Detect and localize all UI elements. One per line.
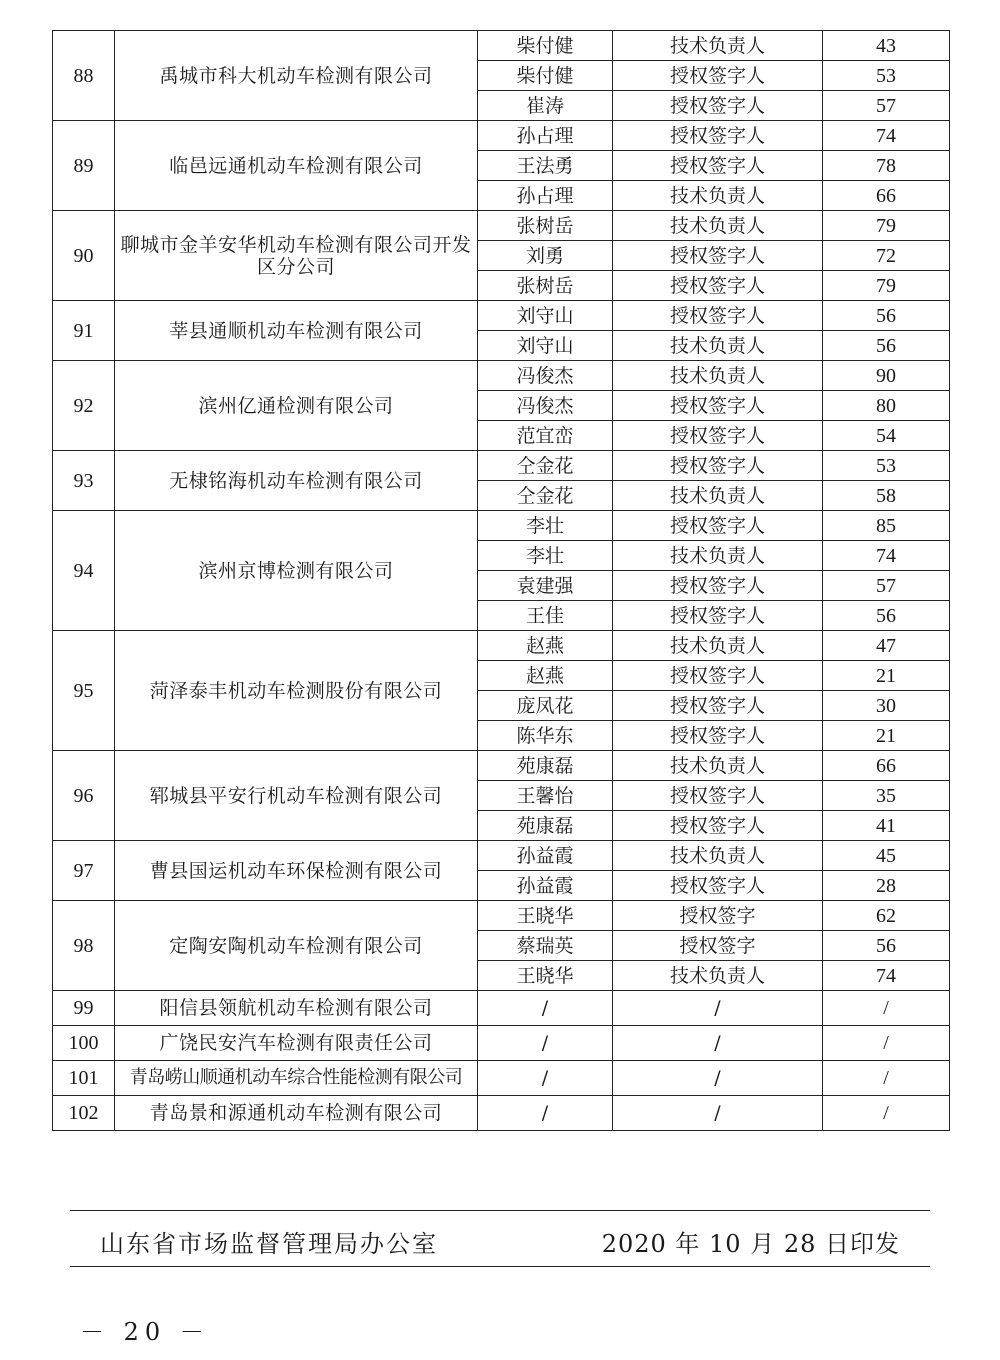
person-score: 56: [823, 301, 950, 331]
record-number: 89: [53, 121, 115, 211]
person-role: 授权签字人: [613, 601, 823, 631]
person-name: 陈华东: [478, 721, 613, 751]
record-number: 100: [53, 1026, 115, 1061]
person-name: 王佳: [478, 601, 613, 631]
person-score: 47: [823, 631, 950, 661]
record-number: 94: [53, 511, 115, 631]
company-name: 青岛景和源通机动车检测有限公司: [115, 1096, 478, 1131]
person-score: 21: [823, 661, 950, 691]
person-name: 苑康磊: [478, 811, 613, 841]
table-row: [53, 211, 950, 241]
person-name: 王晓华: [478, 961, 613, 991]
person-score: 28: [823, 871, 950, 901]
table-row: [53, 361, 950, 391]
record-number: 95: [53, 631, 115, 751]
person-score: 80: [823, 391, 950, 421]
person-name: 冯俊杰: [478, 361, 613, 391]
person-score: 62: [823, 901, 950, 931]
person-score: 58: [823, 481, 950, 511]
person-role: 技术负责人: [613, 751, 823, 781]
person-score: 66: [823, 181, 950, 211]
company-name: 禹城市科大机动车检测有限公司: [115, 31, 478, 121]
person-name: 王晓华: [478, 901, 613, 931]
person-score: 90: [823, 361, 950, 391]
person-role: /: [613, 1026, 823, 1061]
person-score: 78: [823, 151, 950, 181]
person-score: /: [823, 991, 950, 1026]
person-score: 74: [823, 961, 950, 991]
table-row: [53, 751, 950, 781]
record-number: 97: [53, 841, 115, 901]
person-name: 苑康磊: [478, 751, 613, 781]
person-name: /: [478, 1061, 613, 1096]
table-row: [53, 991, 950, 1026]
person-role: 授权签字人: [613, 571, 823, 601]
record-number: 90: [53, 211, 115, 301]
person-role: 授权签字人: [613, 421, 823, 451]
record-number: 98: [53, 901, 115, 991]
person-role: 授权签字人: [613, 781, 823, 811]
person-name: 王馨怡: [478, 781, 613, 811]
table-row: [53, 1026, 950, 1061]
person-role: 授权签字: [613, 931, 823, 961]
person-role: 授权签字人: [613, 61, 823, 91]
record-number: 93: [53, 451, 115, 511]
person-name: 张树岳: [478, 211, 613, 241]
person-role: 授权签字人: [613, 871, 823, 901]
person-name: 柴付健: [478, 31, 613, 61]
page-number: － 20 －: [80, 1318, 210, 1346]
person-name: 刘勇: [478, 241, 613, 271]
person-name: 孙益霞: [478, 871, 613, 901]
person-name: /: [478, 1096, 613, 1131]
person-role: 技术负责人: [613, 361, 823, 391]
person-name: /: [478, 1026, 613, 1061]
company-name: 广饶民安汽车检测有限责任公司: [115, 1026, 478, 1061]
person-name: 仝金花: [478, 481, 613, 511]
person-name: 李壮: [478, 541, 613, 571]
person-name: 王法勇: [478, 151, 613, 181]
company-name: 滨州京博检测有限公司: [115, 511, 478, 631]
records-table: [52, 30, 950, 1131]
company-name: 曹县国运机动车环保检测有限公司: [115, 841, 478, 901]
person-role: 授权签字人: [613, 301, 823, 331]
table-row: [53, 631, 950, 661]
issuance-footer: [70, 1224, 930, 1260]
company-name: 无棣铭海机动车检测有限公司: [115, 451, 478, 511]
person-score: 41: [823, 811, 950, 841]
footer-top-rule: [70, 1210, 930, 1211]
table-row: [53, 121, 950, 151]
record-number: 91: [53, 301, 115, 361]
company-name: 青岛崂山顺通机动车综合性能检测有限公司: [115, 1061, 478, 1096]
person-score: /: [823, 1026, 950, 1061]
table-row: [53, 901, 950, 931]
person-role: 授权签字人: [613, 691, 823, 721]
company-name: 聊城市金羊安华机动车检测有限公司开发区分公司: [115, 211, 478, 301]
person-score: 30: [823, 691, 950, 721]
person-name: 李壮: [478, 511, 613, 541]
person-name: 冯俊杰: [478, 391, 613, 421]
person-score: 21: [823, 721, 950, 751]
company-name: 菏泽泰丰机动车检测股份有限公司: [115, 631, 478, 751]
person-role: 授权签字人: [613, 151, 823, 181]
issue-date: 2020 年 10 月 28 日印发: [601, 1230, 900, 1258]
person-role: 技术负责人: [613, 961, 823, 991]
person-name: 袁建强: [478, 571, 613, 601]
person-score: 79: [823, 211, 950, 241]
record-number: 102: [53, 1096, 115, 1131]
company-name: 郓城县平安行机动车检测有限公司: [115, 751, 478, 841]
person-name: 赵燕: [478, 631, 613, 661]
person-score: 74: [823, 121, 950, 151]
person-name: 崔涛: [478, 91, 613, 121]
person-role: 授权签字人: [613, 241, 823, 271]
person-role: /: [613, 1096, 823, 1131]
record-number: 96: [53, 751, 115, 841]
person-role: 授权签字: [613, 901, 823, 931]
person-name: 庞凤花: [478, 691, 613, 721]
person-score: /: [823, 1061, 950, 1096]
company-name: 滨州亿通检测有限公司: [115, 361, 478, 451]
person-name: 柴付健: [478, 61, 613, 91]
person-name: 蔡瑞英: [478, 931, 613, 961]
footer-bottom-rule: [70, 1266, 930, 1267]
person-role: 授权签字人: [613, 271, 823, 301]
person-role: 授权签字人: [613, 721, 823, 751]
person-score: 43: [823, 31, 950, 61]
person-score: 35: [823, 781, 950, 811]
person-score: 57: [823, 571, 950, 601]
person-role: 技术负责人: [613, 331, 823, 361]
records-body: [53, 31, 950, 1131]
company-name: 定陶安陶机动车检测有限公司: [115, 901, 478, 991]
person-score: 53: [823, 451, 950, 481]
person-role: 授权签字人: [613, 811, 823, 841]
company-name: 阳信县领航机动车检测有限公司: [115, 991, 478, 1026]
table-row: [53, 31, 950, 61]
issuer-name: 山东省市场监督管理局办公室: [100, 1230, 438, 1258]
person-score: 53: [823, 61, 950, 91]
person-name: 张树岳: [478, 271, 613, 301]
person-score: 56: [823, 331, 950, 361]
person-name: 范宜峦: [478, 421, 613, 451]
table-row: [53, 841, 950, 871]
record-number: 92: [53, 361, 115, 451]
person-role: 授权签字人: [613, 661, 823, 691]
person-role: 技术负责人: [613, 541, 823, 571]
person-score: /: [823, 1096, 950, 1131]
person-role: 技术负责人: [613, 841, 823, 871]
person-score: 54: [823, 421, 950, 451]
person-name: 孙占理: [478, 181, 613, 211]
person-score: 85: [823, 511, 950, 541]
person-score: 56: [823, 601, 950, 631]
table-row: [53, 1061, 950, 1096]
person-score: 56: [823, 931, 950, 961]
person-score: 72: [823, 241, 950, 271]
person-name: 仝金花: [478, 451, 613, 481]
person-role: /: [613, 991, 823, 1026]
person-role: 技术负责人: [613, 631, 823, 661]
person-name: 赵燕: [478, 661, 613, 691]
person-name: 孙益霞: [478, 841, 613, 871]
person-role: 授权签字人: [613, 91, 823, 121]
person-role: 授权签字人: [613, 511, 823, 541]
person-score: 66: [823, 751, 950, 781]
table-row: [53, 301, 950, 331]
table-row: [53, 511, 950, 541]
company-name: 莘县通顺机动车检测有限公司: [115, 301, 478, 361]
person-role: 技术负责人: [613, 481, 823, 511]
table-row: [53, 1096, 950, 1131]
person-role: /: [613, 1061, 823, 1096]
person-name: 刘守山: [478, 301, 613, 331]
person-role: 技术负责人: [613, 181, 823, 211]
person-name: /: [478, 991, 613, 1026]
person-role: 技术负责人: [613, 31, 823, 61]
person-role: 授权签字人: [613, 451, 823, 481]
table-row: [53, 451, 950, 481]
record-number: 101: [53, 1061, 115, 1096]
company-name: 临邑远通机动车检测有限公司: [115, 121, 478, 211]
person-score: 45: [823, 841, 950, 871]
person-role: 技术负责人: [613, 211, 823, 241]
person-score: 57: [823, 91, 950, 121]
record-number: 99: [53, 991, 115, 1026]
person-name: 孙占理: [478, 121, 613, 151]
person-role: 授权签字人: [613, 121, 823, 151]
person-role: 授权签字人: [613, 391, 823, 421]
record-number: 88: [53, 31, 115, 121]
person-name: 刘守山: [478, 331, 613, 361]
person-score: 79: [823, 271, 950, 301]
person-score: 74: [823, 541, 950, 571]
